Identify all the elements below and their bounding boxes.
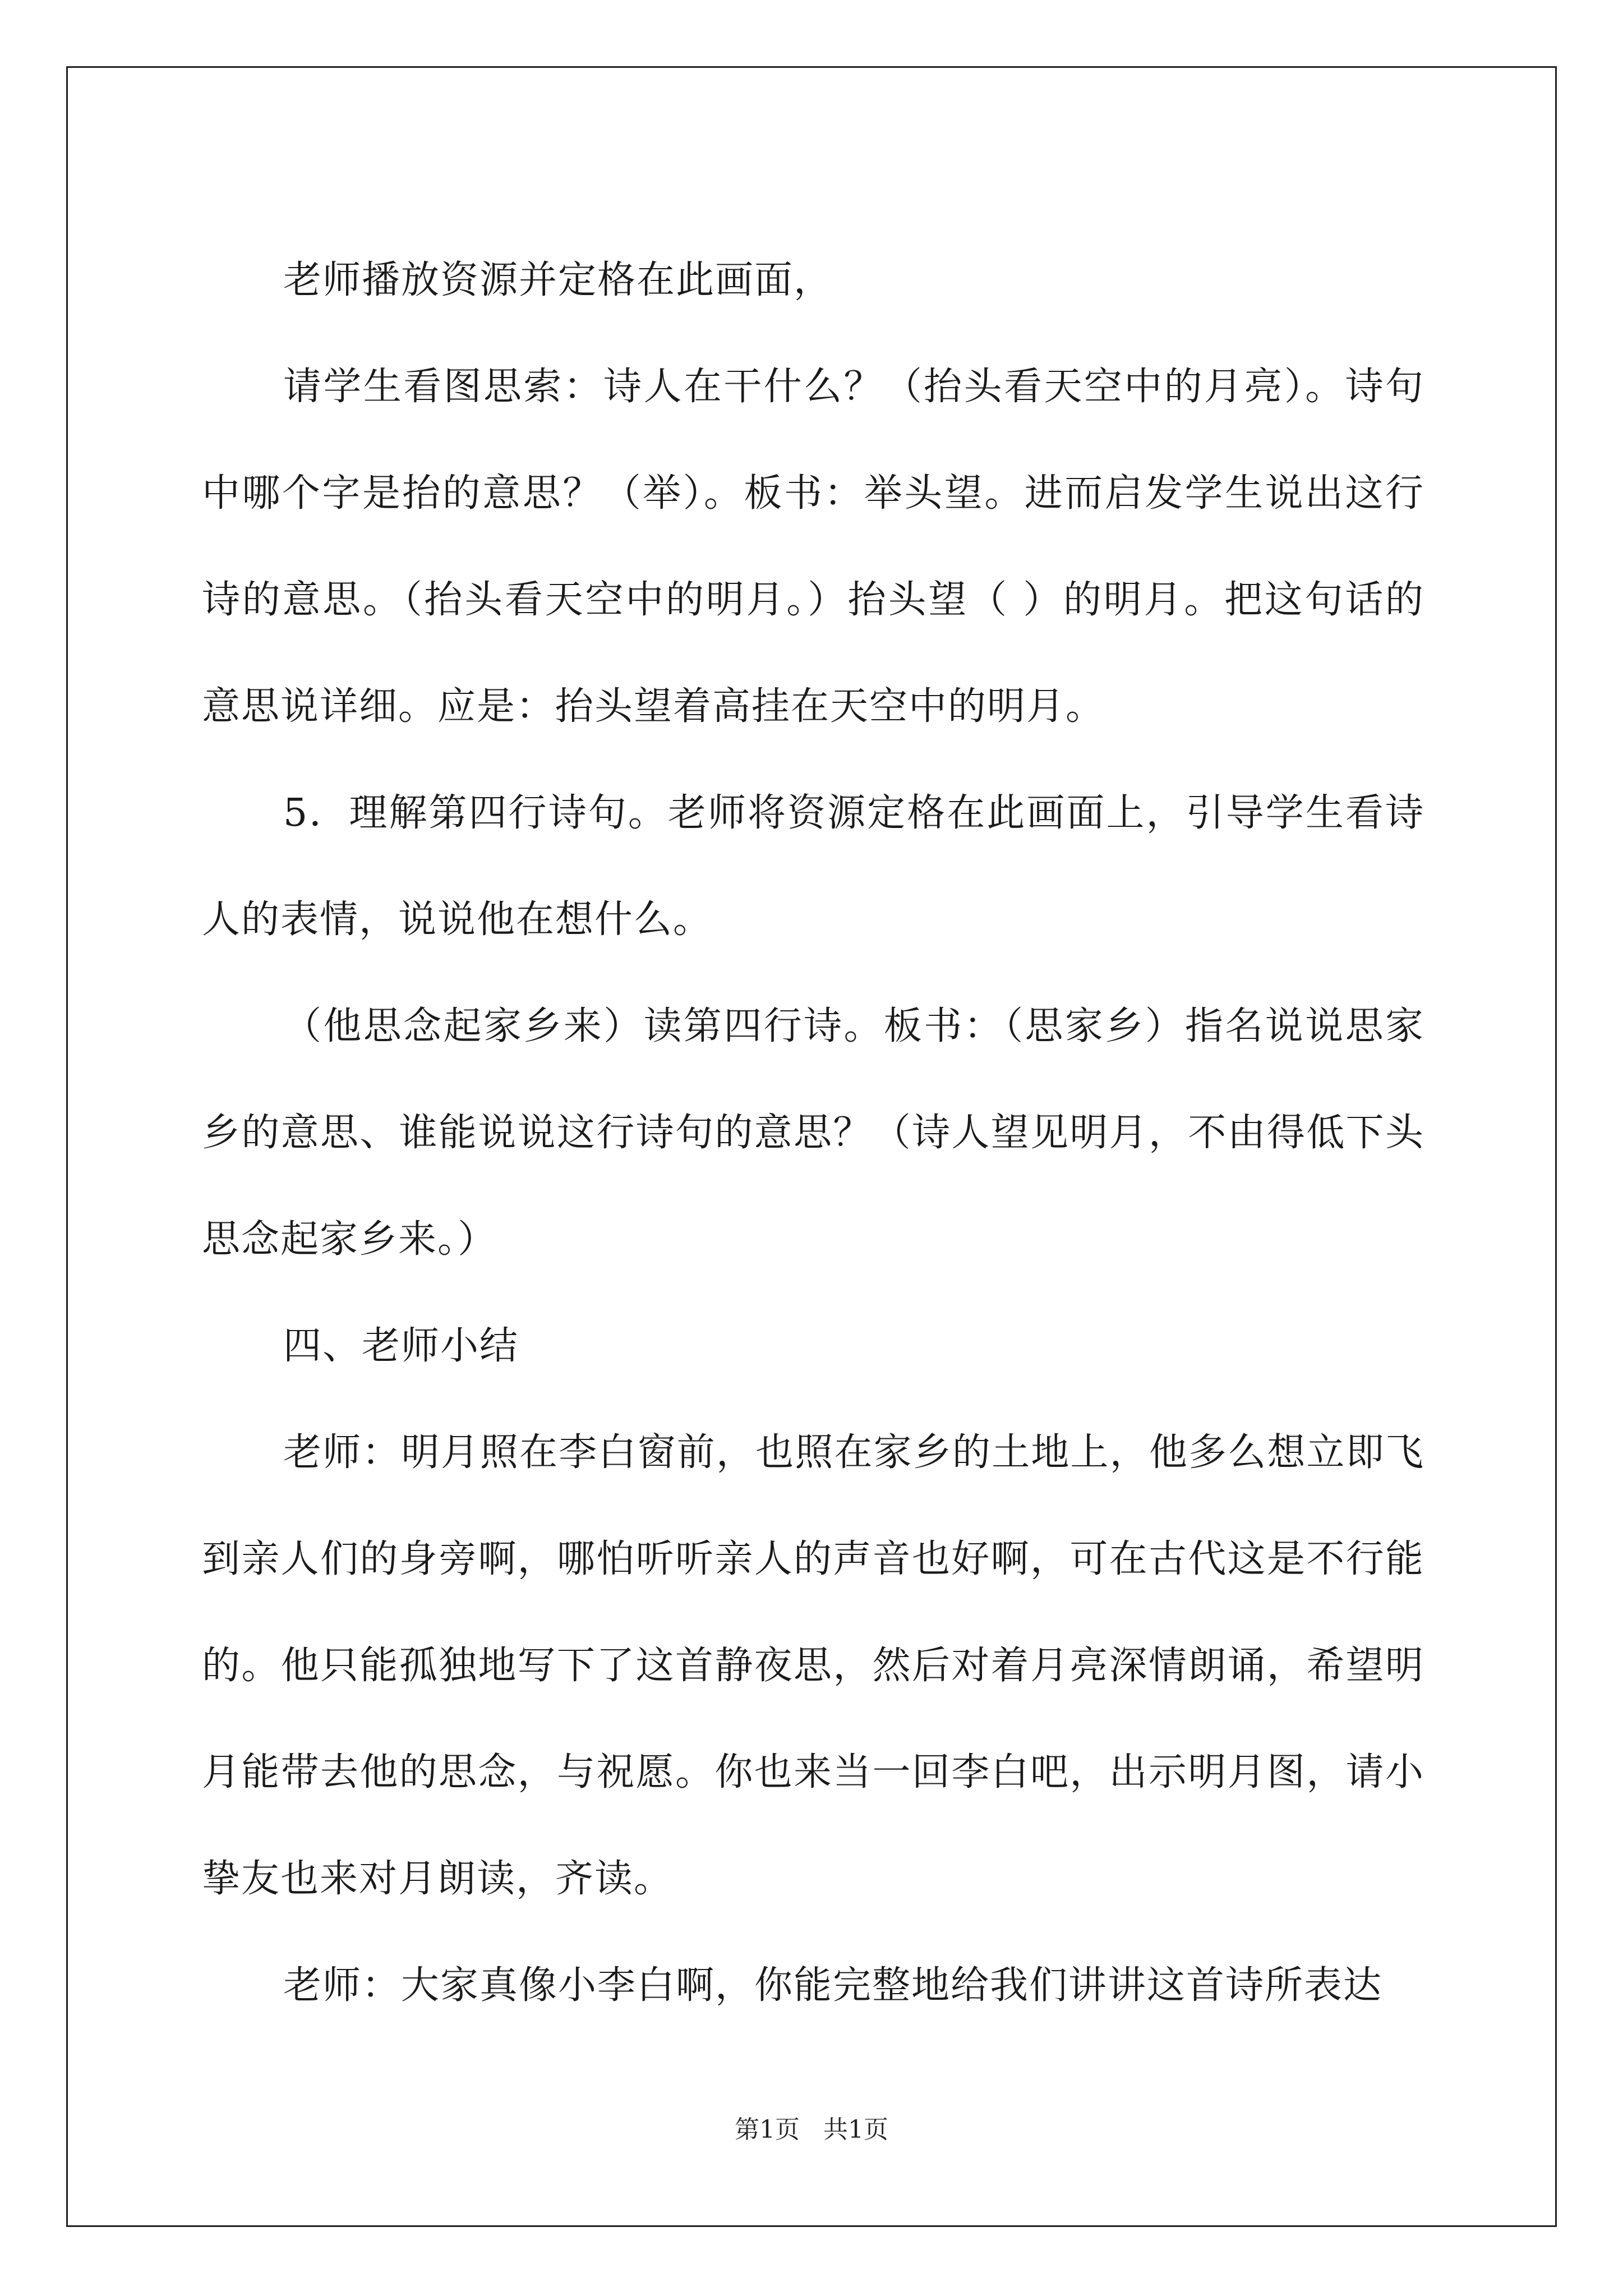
paragraph-7: 老师：大家真像小李白啊，你能完整地给我们讲讲这首诗所表达 — [283, 1963, 1383, 2008]
document-body — [202, 227, 1424, 2039]
paragraph-1: 老师播放资源并定格在此画面， — [283, 258, 833, 302]
page-total: 共1页 — [823, 2115, 888, 2144]
paragraph-4: （他思念起家乡来）读第四行诗。板书：（思家乡）指名说说思家乡的意思、谁能说说这行诗句的意思？（诗人望见明月，不由得低下头思念起家乡来。） — [202, 1004, 1424, 1262]
page-number: 第1页 — [735, 2115, 800, 2144]
paragraph-3: 5．理解第四行诗句。老师将资源定格在此画面上，引导学生看诗人的表情，说说他在想什么。 — [202, 791, 1424, 942]
section-heading: 四、老师小结 — [283, 1324, 519, 1368]
page-footer — [0, 2109, 1623, 2145]
paragraph-6: 老师：明月照在李白窗前，也照在家乡的土地上，他多么想立即飞到亲人们的身旁啊，哪怕听听亲人的声音也好啊，可在古代这是不行能的。他只能孤独地写下了这首静夜思，然后对着月亮深情朗诵，希望明月能带去他的思念，与祝愿。你也来当一回李白吧，出示明月图，请小挚友也来对月朗读，齐读。 — [202, 1430, 1424, 1901]
paragraph-2: 请学生看图思索：诗人在干什么？（抬头看天空中的月亮）。诗句中哪个字是抬的意思？（举）。板书：举头望。进而启发学生说出这行诗的意思。（抬头看天空中的明月。）抬头望（ ）的明月。把这句话的意思说详细。应是：抬头望着高挂在天空中的明月。 — [202, 365, 1424, 729]
